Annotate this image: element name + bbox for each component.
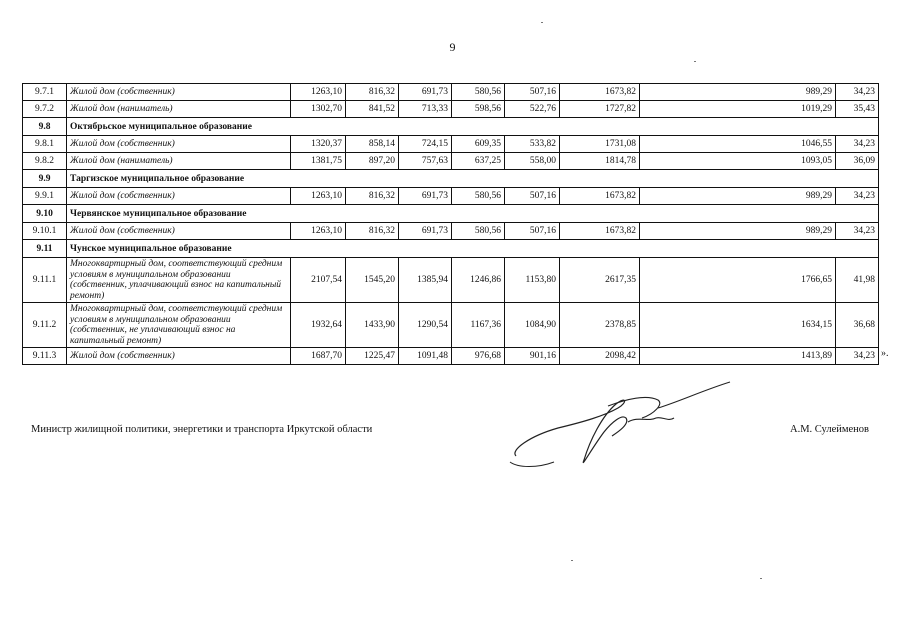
value-cell: 1727,82 bbox=[560, 101, 640, 118]
row-code: 9.11 bbox=[23, 240, 67, 258]
row-description: Многоквартирный дом, соответствующий средним условиям в муниципальном образовании (собственник, не уплачивающий взнос на капитальный ремонт) bbox=[67, 303, 291, 348]
value-cell: 1673,82 bbox=[560, 223, 640, 240]
value-cell: 1385,94 bbox=[399, 258, 452, 303]
value-cell: 580,56 bbox=[452, 188, 505, 205]
section-row bbox=[23, 118, 879, 136]
table-row bbox=[23, 153, 879, 170]
value-cell: 1673,82 bbox=[560, 188, 640, 205]
value-cell: 533,82 bbox=[505, 136, 560, 153]
table-row bbox=[23, 84, 879, 101]
row-description: Жилой дом (наниматель) bbox=[67, 153, 291, 170]
value-cell: 816,32 bbox=[346, 223, 399, 240]
value-cell: 41,98 bbox=[836, 258, 879, 303]
value-cell: 1093,05 bbox=[640, 153, 836, 170]
minister-name: А.М. Сулейменов bbox=[790, 424, 869, 435]
value-cell: 507,16 bbox=[505, 84, 560, 101]
value-cell: 580,56 bbox=[452, 223, 505, 240]
value-cell: 1731,08 bbox=[560, 136, 640, 153]
tariff-table bbox=[22, 83, 879, 365]
section-row bbox=[23, 205, 879, 223]
value-cell: 522,76 bbox=[505, 101, 560, 118]
value-cell: 713,33 bbox=[399, 101, 452, 118]
value-cell: 36,09 bbox=[836, 153, 879, 170]
value-cell: 507,16 bbox=[505, 188, 560, 205]
closing-quote-mark: ». bbox=[881, 348, 889, 359]
scan-speck bbox=[760, 578, 762, 579]
table-row bbox=[23, 136, 879, 153]
row-code: 9.10.1 bbox=[23, 223, 67, 240]
row-description: Жилой дом (собственник) bbox=[67, 348, 291, 365]
value-cell: 1263,10 bbox=[291, 188, 346, 205]
table-row bbox=[23, 303, 879, 348]
empty-cell bbox=[836, 118, 879, 136]
value-cell: 989,29 bbox=[640, 84, 836, 101]
empty-cell bbox=[836, 170, 879, 188]
table-row bbox=[23, 101, 879, 118]
table-row bbox=[23, 188, 879, 205]
value-cell: 1091,48 bbox=[399, 348, 452, 365]
value-cell: 989,29 bbox=[640, 223, 836, 240]
value-cell: 1320,37 bbox=[291, 136, 346, 153]
value-cell: 2617,35 bbox=[560, 258, 640, 303]
value-cell: 1046,55 bbox=[640, 136, 836, 153]
value-cell: 1302,70 bbox=[291, 101, 346, 118]
value-cell: 1167,36 bbox=[452, 303, 505, 348]
row-code: 9.9 bbox=[23, 170, 67, 188]
value-cell: 34,23 bbox=[836, 188, 879, 205]
value-cell: 691,73 bbox=[399, 223, 452, 240]
value-cell: 558,00 bbox=[505, 153, 560, 170]
value-cell: 1766,65 bbox=[640, 258, 836, 303]
value-cell: 841,52 bbox=[346, 101, 399, 118]
value-cell: 598,56 bbox=[452, 101, 505, 118]
table-row bbox=[23, 258, 879, 303]
empty-cell bbox=[836, 240, 879, 258]
section-row bbox=[23, 170, 879, 188]
row-code: 9.11.3 bbox=[23, 348, 67, 365]
row-code: 9.8.1 bbox=[23, 136, 67, 153]
value-cell: 757,63 bbox=[399, 153, 452, 170]
section-row bbox=[23, 240, 879, 258]
value-cell: 580,56 bbox=[452, 84, 505, 101]
table-row bbox=[23, 348, 879, 365]
value-cell: 1634,15 bbox=[640, 303, 836, 348]
minister-title: Министр жилищной политики, энергетики и транспорта Иркутской области bbox=[31, 424, 373, 435]
value-cell: 34,23 bbox=[836, 348, 879, 365]
value-cell: 1545,20 bbox=[346, 258, 399, 303]
value-cell: 1084,90 bbox=[505, 303, 560, 348]
value-cell: 1413,89 bbox=[640, 348, 836, 365]
row-description: Жилой дом (собственник) bbox=[67, 136, 291, 153]
row-code: 9.10 bbox=[23, 205, 67, 223]
page-number: 9 bbox=[449, 40, 456, 54]
value-cell: 691,73 bbox=[399, 188, 452, 205]
row-description: Жилой дом (собственник) bbox=[67, 84, 291, 101]
table-row bbox=[23, 223, 879, 240]
value-cell: 507,16 bbox=[505, 223, 560, 240]
scan-speck bbox=[694, 61, 696, 62]
signature-image bbox=[508, 378, 738, 473]
value-cell: 897,20 bbox=[346, 153, 399, 170]
section-title: Октябрьское муниципальное образование bbox=[67, 118, 836, 136]
value-cell: 1814,78 bbox=[560, 153, 640, 170]
value-cell: 1932,64 bbox=[291, 303, 346, 348]
value-cell: 1019,29 bbox=[640, 101, 836, 118]
value-cell: 35,43 bbox=[836, 101, 879, 118]
value-cell: 976,68 bbox=[452, 348, 505, 365]
row-code: 9.7.2 bbox=[23, 101, 67, 118]
value-cell: 858,14 bbox=[346, 136, 399, 153]
value-cell: 34,23 bbox=[836, 223, 879, 240]
value-cell: 1673,82 bbox=[560, 84, 640, 101]
value-cell: 1225,47 bbox=[346, 348, 399, 365]
section-title: Таргизское муниципальное образование bbox=[67, 170, 836, 188]
row-code: 9.8.2 bbox=[23, 153, 67, 170]
table-body bbox=[23, 84, 879, 365]
row-code: 9.11.2 bbox=[23, 303, 67, 348]
value-cell: 2107,54 bbox=[291, 258, 346, 303]
empty-cell bbox=[836, 205, 879, 223]
row-code: 9.8 bbox=[23, 118, 67, 136]
row-code: 9.7.1 bbox=[23, 84, 67, 101]
section-title: Червянское муниципальное образование bbox=[67, 205, 836, 223]
value-cell: 816,32 bbox=[346, 84, 399, 101]
row-description: Жилой дом (наниматель) bbox=[67, 101, 291, 118]
value-cell: 1687,70 bbox=[291, 348, 346, 365]
value-cell: 989,29 bbox=[640, 188, 836, 205]
row-description: Жилой дом (собственник) bbox=[67, 188, 291, 205]
section-title: Чунское муниципальное образование bbox=[67, 240, 836, 258]
row-description: Многоквартирный дом, соответствующий средним условиям в муниципальном образовании (собственник, уплачивающий взнос на капитальный ремонт) bbox=[67, 258, 291, 303]
value-cell: 1290,54 bbox=[399, 303, 452, 348]
value-cell: 2378,85 bbox=[560, 303, 640, 348]
value-cell: 34,23 bbox=[836, 84, 879, 101]
value-cell: 2098,42 bbox=[560, 348, 640, 365]
value-cell: 637,25 bbox=[452, 153, 505, 170]
value-cell: 724,15 bbox=[399, 136, 452, 153]
scan-speck bbox=[571, 560, 573, 561]
value-cell: 816,32 bbox=[346, 188, 399, 205]
scan-speck bbox=[541, 22, 543, 23]
value-cell: 36,68 bbox=[836, 303, 879, 348]
value-cell: 34,23 bbox=[836, 136, 879, 153]
value-cell: 609,35 bbox=[452, 136, 505, 153]
row-description: Жилой дом (собственник) bbox=[67, 223, 291, 240]
row-code: 9.11.1 bbox=[23, 258, 67, 303]
value-cell: 691,73 bbox=[399, 84, 452, 101]
value-cell: 1433,90 bbox=[346, 303, 399, 348]
value-cell: 1246,86 bbox=[452, 258, 505, 303]
value-cell: 901,16 bbox=[505, 348, 560, 365]
row-code: 9.9.1 bbox=[23, 188, 67, 205]
value-cell: 1263,10 bbox=[291, 223, 346, 240]
value-cell: 1263,10 bbox=[291, 84, 346, 101]
value-cell: 1381,75 bbox=[291, 153, 346, 170]
value-cell: 1153,80 bbox=[505, 258, 560, 303]
